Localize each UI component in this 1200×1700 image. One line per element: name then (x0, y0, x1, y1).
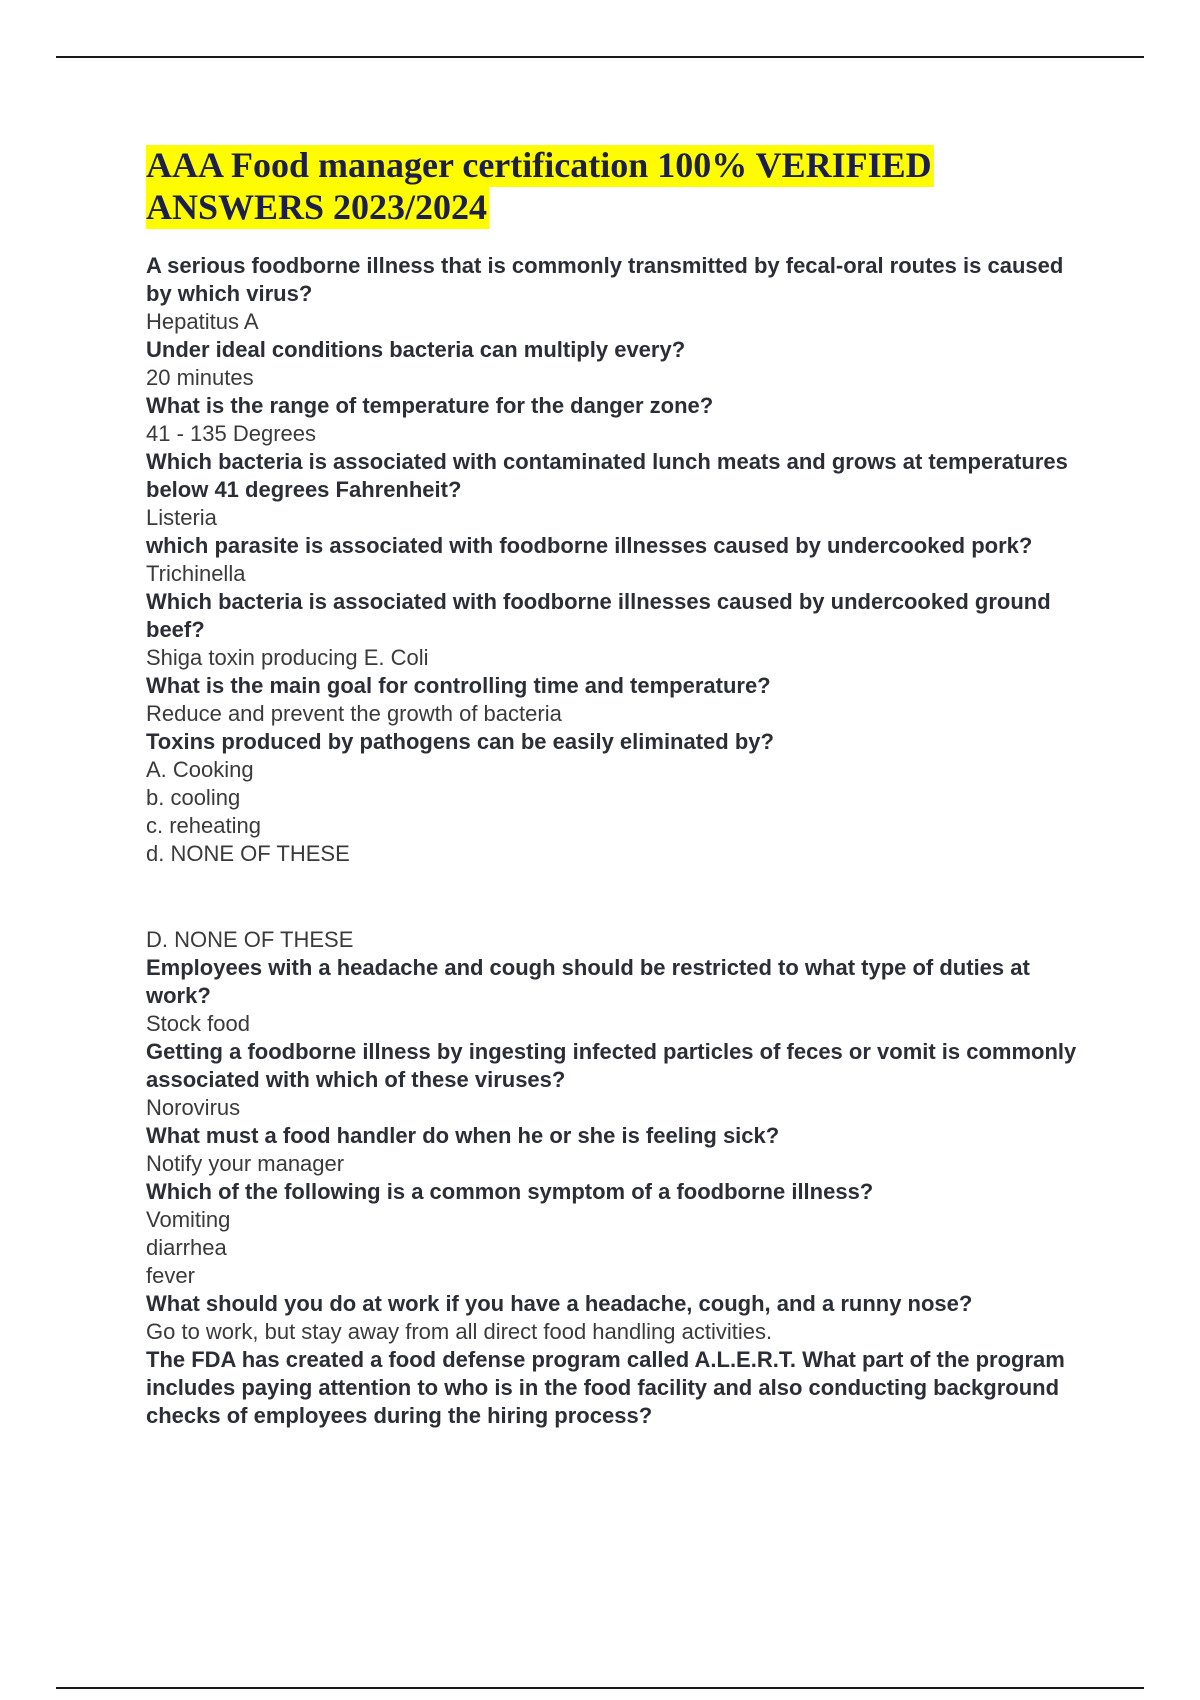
answer-text: fever (146, 1263, 195, 1288)
answer-text: d. NONE OF THESE (146, 841, 350, 866)
answer-text: Vomiting (146, 1207, 231, 1232)
question-text: Getting a foodborne illness by ingesting infected particles of feces or vomit is commonly associated with which of these viruses? (146, 1039, 1077, 1092)
answer-text: c. reheating (146, 813, 261, 838)
question-text: Which of the following is a common symptom of a foodborne illness? (146, 1179, 874, 1204)
question-text: What is the main goal for controlling time and temperature? (146, 673, 771, 698)
answer-text: Shiga toxin producing E. Coli (146, 645, 429, 670)
answer-text: Reduce and prevent the growth of bacteria (146, 701, 562, 726)
answer-text: Norovirus (146, 1095, 241, 1120)
answer-text: Stock food (146, 1011, 250, 1036)
question-text: Under ideal conditions bacteria can multiply every? (146, 337, 686, 362)
answer-text: b. cooling (146, 785, 241, 810)
answer-text: D. NONE OF THESE (146, 927, 354, 952)
answer-text: Trichinella (146, 561, 246, 586)
answer-text: A. Cooking (146, 757, 254, 782)
document-body (146, 144, 1086, 1430)
question-text: Toxins produced by pathogens can be easily eliminated by? (146, 729, 774, 754)
answer-text: 20 minutes (146, 365, 254, 390)
answer-text: 41 - 135 Degrees (146, 421, 316, 446)
question-text: which parasite is associated with foodborne illnesses caused by undercooked pork? (146, 533, 1033, 558)
answer-text: Go to work, but stay away from all direct food handling activities. (146, 1319, 773, 1344)
blank-line (146, 884, 1086, 910)
qa-list (146, 252, 1086, 1430)
question-text: A serious foodborne illness that is commonly transmitted by fecal-oral routes is caused by which virus? (146, 253, 1064, 306)
document-title (146, 144, 1086, 228)
question-text: What must a food handler do when he or she is feeling sick? (146, 1123, 780, 1148)
answer-text: Hepatitus A (146, 309, 259, 334)
question-text: What should you do at work if you have a headache, cough, and a runny nose? (146, 1291, 973, 1316)
title-line-2: ANSWERS 2023/2024 (146, 187, 488, 227)
answer-text: diarrhea (146, 1235, 227, 1260)
question-text: The FDA has created a food defense program called A.L.E.R.T. What part of the program includes paying attention to who is in the food facility and also conducting background checks of employees during the hiring process? (146, 1347, 1065, 1428)
bottom-rule (56, 1687, 1144, 1689)
question-text: What is the range of temperature for the danger zone? (146, 393, 714, 418)
answer-text: Listeria (146, 505, 217, 530)
top-rule (56, 56, 1144, 58)
question-text: Which bacteria is associated with foodborne illnesses caused by undercooked ground beef? (146, 589, 1051, 642)
question-text: Employees with a headache and cough should be restricted to what type of duties at work? (146, 955, 1030, 1008)
answer-text: Notify your manager (146, 1151, 345, 1176)
title-line-1: AAA Food manager certification 100% VERIFIED (146, 145, 932, 185)
question-text: Which bacteria is associated with contaminated lunch meats and grows at temperatures below 41 degrees Fahrenheit? (146, 449, 1068, 502)
